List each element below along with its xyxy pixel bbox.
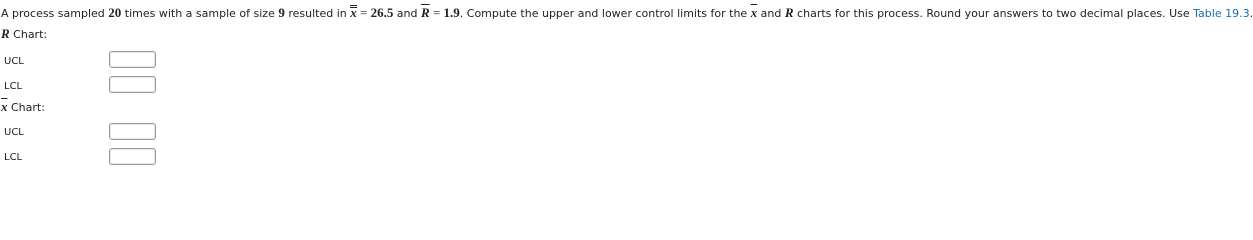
- question-part-1: A process sampled: [1, 7, 109, 20]
- question-part-6: and: [757, 7, 785, 20]
- sample-count: 20: [108, 5, 122, 20]
- r-ucl-label: UCL: [4, 56, 24, 67]
- rbar-value: 1.9: [443, 5, 460, 20]
- question-part-5: . Compute the upper and lower control limits for the: [459, 7, 751, 20]
- xbar-ucl-input[interactable]: [109, 123, 156, 140]
- question-part-2: times with a sample of size: [121, 7, 279, 20]
- xbar-ucl-label: UCL: [4, 127, 24, 138]
- xbar-lcl-label: LCL: [4, 152, 23, 163]
- equals-2: =: [429, 5, 444, 20]
- question-part-4: and: [393, 7, 422, 20]
- xbar-chart-label: Chart:: [7, 101, 45, 114]
- r-chart-heading: [1, 26, 47, 42]
- r-chart-symbol: R: [1, 26, 10, 41]
- xbar-symbol: x: [750, 5, 758, 20]
- rbar-symbol: R: [421, 5, 430, 20]
- sample-size: 9: [278, 5, 285, 20]
- r-chart-label: Chart:: [9, 28, 48, 41]
- table-link[interactable]: Table 19.3: [1193, 7, 1250, 20]
- r-symbol: R: [784, 5, 794, 20]
- question-part-8: .: [1249, 7, 1253, 20]
- xbar-chart-symbol: x: [1, 99, 8, 114]
- r-lcl-input[interactable]: [109, 76, 156, 93]
- equals-1: =: [356, 5, 371, 20]
- xbarbar-value: 26.5: [370, 5, 394, 20]
- r-ucl-input[interactable]: [109, 51, 156, 68]
- r-lcl-label: LCL: [4, 81, 23, 92]
- question-part-3: resulted in: [284, 7, 351, 20]
- xbarbar-symbol: x: [350, 5, 357, 20]
- question-text: [1, 5, 1253, 21]
- xbar-lcl-input[interactable]: [109, 148, 156, 165]
- question-part-7: charts for this process. Round your answers to two decimal places. Use: [793, 7, 1194, 20]
- xbar-chart-heading: [1, 99, 45, 115]
